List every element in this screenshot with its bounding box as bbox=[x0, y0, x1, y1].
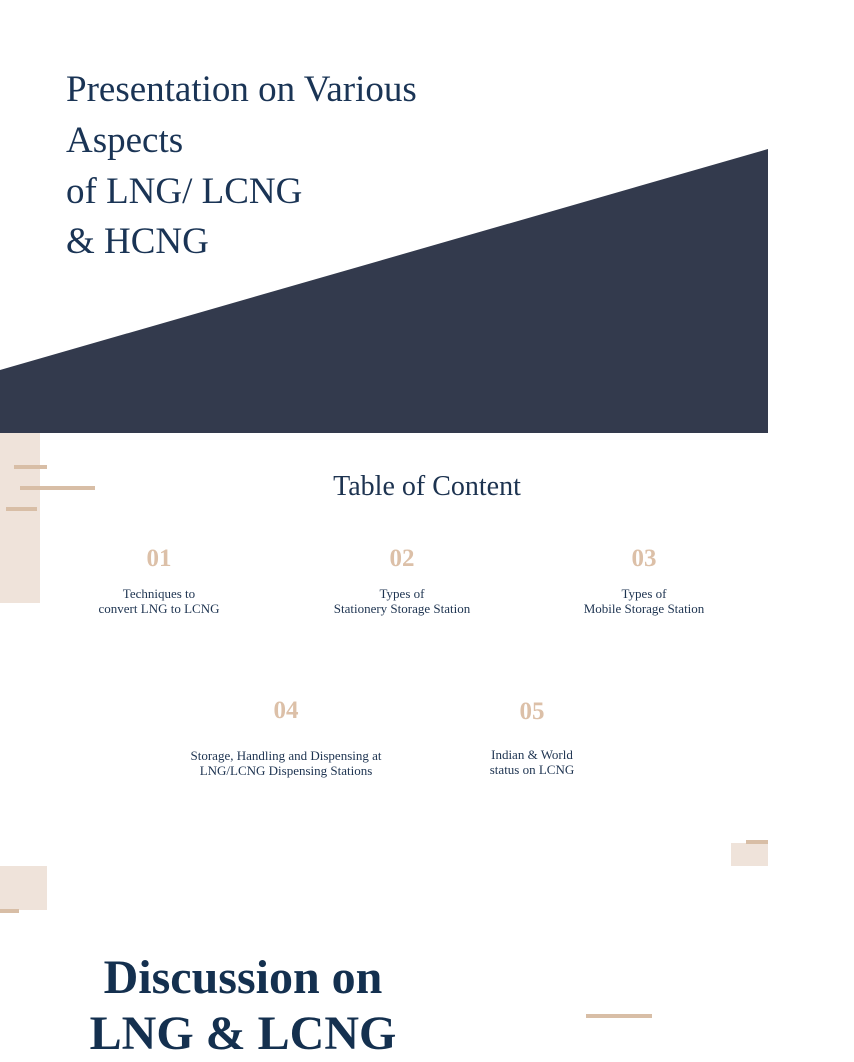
discussion-title-line-1: Discussion on bbox=[103, 951, 383, 1004]
toc-text: Techniques to convert LNG to LCNG bbox=[98, 586, 220, 616]
decorative-beige-block bbox=[731, 843, 768, 866]
toc-text: Indian & World status on LCNG bbox=[489, 747, 575, 777]
toc-item-05 bbox=[467, 697, 597, 777]
toc-item-04 bbox=[176, 696, 396, 778]
decorative-bar bbox=[6, 507, 37, 511]
toc-heading: Table of Content bbox=[333, 471, 521, 502]
toc-number: 03 bbox=[631, 545, 657, 572]
discussion-slide bbox=[0, 866, 768, 1060]
toc-number: 04 bbox=[273, 697, 299, 724]
decorative-bar bbox=[586, 1014, 652, 1018]
decorative-beige-block bbox=[0, 866, 47, 910]
toc-item-03 bbox=[564, 544, 724, 616]
decorative-bar bbox=[0, 909, 19, 913]
toc-item-01 bbox=[79, 544, 239, 616]
title-line-2: Aspects bbox=[66, 120, 184, 161]
title-line-1: Presentation on Various bbox=[66, 69, 417, 110]
title-slide bbox=[0, 0, 768, 433]
decorative-bar bbox=[746, 840, 768, 844]
toc-item-02 bbox=[312, 544, 492, 616]
title-line-4: & HCNG bbox=[66, 221, 209, 262]
decorative-beige-block bbox=[0, 433, 40, 603]
table-of-content-slide bbox=[0, 433, 768, 866]
toc-number: 05 bbox=[519, 698, 545, 725]
discussion-title-line-2: LNG & LCNG bbox=[89, 1007, 397, 1060]
toc-text: Types of Mobile Storage Station bbox=[583, 586, 705, 616]
title-line-3: of LNG/ LCNG bbox=[66, 171, 303, 212]
decorative-bar bbox=[14, 465, 47, 469]
toc-number: 01 bbox=[146, 545, 172, 572]
toc-text: Storage, Handling and Dispensing at LNG/LCNG Dispensing Stations bbox=[190, 748, 382, 778]
toc-text: Types of Stationery Storage Station bbox=[333, 586, 471, 616]
toc-number: 02 bbox=[389, 545, 415, 572]
